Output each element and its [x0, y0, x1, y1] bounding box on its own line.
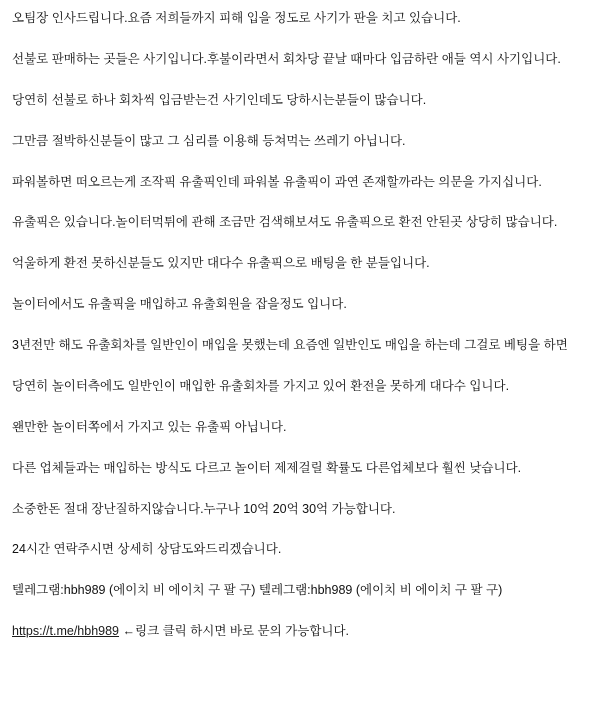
footer-link-line [12, 623, 588, 640]
paragraph: 24시간 연락주시면 상세히 상담도와드리겠습니다. [12, 542, 282, 557]
paragraph: 다른 업체들과는 매입하는 방식도 다르고 놀이터 제제걸릴 확률도 다른업체보다 훨씬 낮습니다. [12, 460, 522, 475]
paragraph: 왠만한 놀이터쪽에서 가지고 있는 유출픽 아닙니다. [12, 419, 287, 434]
paragraph: 파워볼하면 떠오르는게 조작픽 유출픽인데 파워볼 유출픽이 과연 존재할까라는 의문을 가지십니다. [12, 174, 542, 189]
paragraph: 그만큼 절박하신분들이 많고 그 심리를 이용해 등쳐먹는 쓰레기 아닙니다. [12, 133, 406, 148]
paragraph: 유출픽은 있습니다.놀이터먹튀에 관해 조금만 검색해보셔도 유출픽으로 환전 안된곳 상당히 많습니다. [12, 215, 558, 230]
footer-link-note: ←링크 클릭 하시면 바로 문의 가능합니다. [119, 624, 350, 639]
paragraph: 오팀장 인사드립니다.요즘 저희들까지 피해 입을 정도로 사기가 판을 치고 있습니다. [12, 11, 461, 25]
paragraph: 억울하게 환전 못하신분들도 있지만 대다수 유출픽으로 배팅을 한 분들입니다. [12, 256, 430, 271]
paragraph: 선불로 판매하는 곳들은 사기입니다.후불이라면서 회차당 끝날 때마다 입금하란 애들 역시 사기입니다. [12, 51, 561, 66]
paragraph: 소중한돈 절대 장난질하지않습니다.누구나 10억 20억 30억 가능합니다. [12, 501, 396, 516]
paragraph: 당연히 선불로 하나 회차씩 입금받는건 사기인데도 당하시는분들이 많습니다. [12, 92, 427, 107]
paragraph: 당연히 놀이터측에도 일반인이 매입한 유출회차를 가지고 있어 환전을 못하게 대다수 입니다. [12, 378, 510, 393]
telegram-link[interactable]: https://t.me/hbh989 [12, 624, 120, 639]
paragraph: 놀이터에서도 유출픽을 매입하고 유출회원을 잡을정도 입니다. [12, 297, 347, 312]
paragraph: 3년전만 해도 유출회차를 일반인이 매입을 못했는데 요즘엔 일반인도 매입을 하는데 그걸로 베팅을 하면 [12, 338, 568, 352]
contact-paragraph: 텔레그램:hbh989 (에이치 비 에이치 구 팔 구) 텔레그램:hbh989 (에이치 비 에이치 구 팔 구) [12, 583, 503, 598]
